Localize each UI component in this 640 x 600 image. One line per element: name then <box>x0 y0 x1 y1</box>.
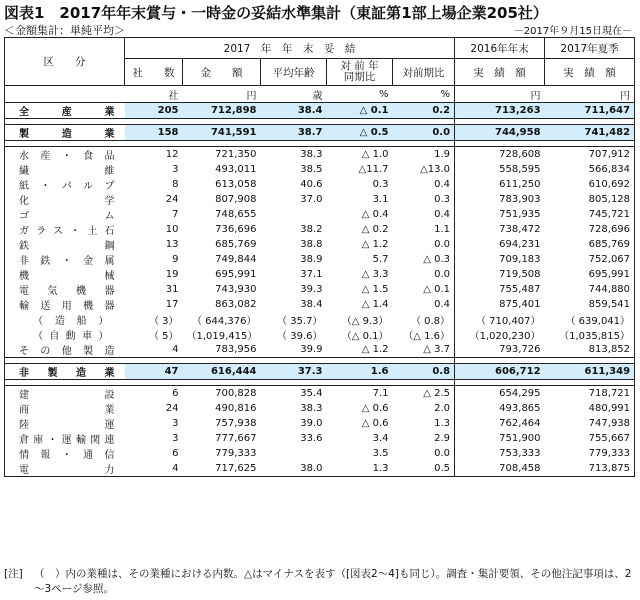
amount-cell: 721,350 <box>183 147 261 163</box>
yoy-rate-cell: △ 3.7 <box>393 342 455 358</box>
table-row <box>5 103 635 119</box>
actual-summer-cell: 752,067 <box>545 252 635 267</box>
actual-2016-cell: 654,295 <box>455 386 545 402</box>
table-row <box>5 237 635 252</box>
amount-cell: 777,667 <box>215 433 257 444</box>
companies-cell: 9 <box>172 254 179 265</box>
yoy-amount-cell: △ 3.3 <box>361 269 389 280</box>
row-category: 電力 <box>5 461 125 477</box>
actual-summer-cell: （ 639,041） <box>545 312 635 327</box>
yoy-amount-cell: △ 1.0 <box>327 147 393 163</box>
actual-2016-cell: 606,712 <box>455 364 545 380</box>
actual-2016-cell: 611,250 <box>455 177 545 192</box>
row-category: 情報・通信 <box>5 446 125 461</box>
row-category: 全 産 業 <box>5 103 125 119</box>
table-row <box>5 147 635 163</box>
actual-2016-cell: （ 710,407） <box>455 312 545 327</box>
actual-2016-cell: 783,903 <box>455 192 545 207</box>
table-row <box>5 297 635 312</box>
header-group-2017: 2017 年 年 末 妥 結 <box>125 38 455 59</box>
actual-summer-cell: 611,349 <box>545 364 635 380</box>
header-yoy-amount: 対 前 年 同期比 <box>327 59 393 86</box>
amount-cell: 712,898 <box>183 103 261 119</box>
unit-label: 歳 <box>312 90 323 102</box>
yoy-rate-cell: 0.5 <box>393 461 455 477</box>
yoy-rate-cell: 0.3 <box>393 192 455 207</box>
avg-age-cell: 38.2 <box>300 224 323 235</box>
avg-age-cell: 39.3 <box>300 284 323 295</box>
row-category: 水産・食品 <box>5 147 125 163</box>
yoy-amount-cell: △ 0.6 <box>361 418 389 429</box>
unit-label: 円 <box>455 86 545 103</box>
companies-cell: 7 <box>172 209 179 220</box>
companies-cell: 31 <box>165 284 179 295</box>
actual-summer-cell: 728,696 <box>545 222 635 237</box>
yoy-rate-cell: 1.1 <box>393 222 455 237</box>
amount-cell: 493,011 <box>215 164 257 175</box>
companies-cell: 19 <box>165 269 179 280</box>
header-category: 区 分 <box>5 38 125 86</box>
yoy-rate-cell: 0.4 <box>393 207 455 222</box>
amount-cell: 748,655 <box>215 209 257 220</box>
avg-age-cell: 38.3 <box>261 147 327 163</box>
table-row <box>5 386 635 402</box>
avg-age-cell: 39.9 <box>261 342 327 358</box>
yoy-amount-cell: △ 1.5 <box>361 284 389 295</box>
table-row <box>5 177 635 192</box>
row-category: 非 製 造 業 <box>5 364 125 380</box>
actual-2016-cell: 751,900 <box>455 431 545 446</box>
actual-summer-cell: 744,880 <box>545 282 635 297</box>
bonus-table <box>4 37 635 477</box>
yoy-rate-cell: （ 0.8） <box>393 312 455 327</box>
yoy-rate-cell: 2.0 <box>393 401 455 416</box>
actual-2016-cell: 709,183 <box>455 252 545 267</box>
row-category: 機械 <box>5 267 125 282</box>
yoy-rate-cell: 1.3 <box>393 416 455 431</box>
companies-cell: （ 5） <box>148 331 179 342</box>
actual-2016-cell: 755,487 <box>455 282 545 297</box>
row-category: 商業 <box>5 401 125 416</box>
actual-summer-cell: 741,482 <box>545 125 635 141</box>
as-of-date: －2017年９月15日現在－ <box>513 26 632 37</box>
yoy-rate-cell: △ 0.3 <box>393 252 455 267</box>
companies-cell: 205 <box>125 103 183 119</box>
row-category: 輸送用機器 <box>5 297 125 312</box>
amount-cell: 616,444 <box>183 364 261 380</box>
amount-cell: 741,591 <box>183 125 261 141</box>
avg-age-cell: 39.0 <box>300 418 323 429</box>
yoy-amount-cell: 1.3 <box>327 461 393 477</box>
units-row <box>5 86 635 103</box>
unit-label: 円 <box>545 86 635 103</box>
actual-summer-cell: 805,128 <box>545 192 635 207</box>
table-row <box>5 312 635 327</box>
actual-2016-cell: 558,595 <box>455 162 545 177</box>
avg-age-cell: 33.6 <box>300 433 323 444</box>
yoy-amount-cell: 7.1 <box>327 386 393 402</box>
yoy-amount-cell: △ 0.1 <box>327 103 393 119</box>
yoy-rate-cell: △ 0.1 <box>393 282 455 297</box>
unit-label: % <box>393 86 455 103</box>
yoy-rate-cell: 0.4 <box>393 297 455 312</box>
table-body <box>5 86 635 477</box>
companies-cell: 47 <box>125 364 183 380</box>
companies-cell: 12 <box>125 147 183 163</box>
amount-cell: 749,844 <box>215 254 257 265</box>
row-category: その他製造 <box>5 342 125 358</box>
actual-summer-cell: 707,912 <box>545 147 635 163</box>
row-category: （自動車） <box>5 327 125 342</box>
avg-age-cell: 37.1 <box>300 269 323 280</box>
avg-age-cell: 37.3 <box>261 364 327 380</box>
yoy-rate-cell: 0.2 <box>393 103 455 119</box>
amount-cell: 779,333 <box>215 448 257 459</box>
row-category: 鉄鋼 <box>5 237 125 252</box>
row-category: 電気機器 <box>5 282 125 297</box>
row-category: 建設 <box>5 386 125 402</box>
table-row <box>5 446 635 461</box>
header-actual-2016: 実 績 額 <box>455 59 545 86</box>
table-row <box>5 162 635 177</box>
table-row <box>5 342 635 358</box>
amount-cell: 613,058 <box>215 179 257 190</box>
actual-2016-cell: 719,508 <box>455 267 545 282</box>
actual-2016-cell: 738,472 <box>455 222 545 237</box>
row-category: 陸運 <box>5 416 125 431</box>
yoy-rate-cell: 0.4 <box>393 177 455 192</box>
companies-cell: 10 <box>165 224 179 235</box>
amount-cell: 695,991 <box>215 269 257 280</box>
actual-2016-cell: 753,333 <box>455 446 545 461</box>
companies-cell: 8 <box>172 179 179 190</box>
table-row <box>5 282 635 297</box>
table-row <box>5 252 635 267</box>
yoy-rate-cell: 2.9 <box>393 431 455 446</box>
yoy-amount-cell: 3.4 <box>372 433 389 444</box>
header-2016-year-end: 2016年年末 <box>455 38 545 59</box>
companies-cell: 4 <box>125 342 183 358</box>
table-row <box>5 431 635 446</box>
yoy-amount-cell: △ 1.2 <box>361 239 389 250</box>
amount-cell: 807,908 <box>215 194 257 205</box>
companies-cell: 17 <box>165 299 179 310</box>
unit-label: 円 <box>246 90 257 102</box>
companies-cell: 24 <box>165 194 179 205</box>
header-amount: 金 額 <box>183 59 261 86</box>
actual-2016-cell: 713,263 <box>455 103 545 119</box>
amount-cell: 490,816 <box>215 403 257 414</box>
companies-cell: 13 <box>165 239 179 250</box>
table-row <box>5 416 635 431</box>
yoy-amount-cell: 0.3 <box>372 179 389 190</box>
header-actual-summer: 実 績 額 <box>545 59 635 86</box>
footnote-label: [注] <box>4 568 23 580</box>
yoy-amount-cell: △11.7 <box>358 164 389 175</box>
avg-age-cell: （ 39.6） <box>277 331 323 342</box>
actual-summer-cell: 480,991 <box>545 401 635 416</box>
row-category: ゴム <box>5 207 125 222</box>
table-row <box>5 364 635 380</box>
companies-cell: 6 <box>125 386 183 402</box>
header-yoy-rate: 対前期比 <box>393 59 455 86</box>
yoy-rate-cell: 0.8 <box>393 364 455 380</box>
header-avg-age: 平均年齢 <box>261 59 327 86</box>
row-category: 紙・パルプ <box>5 177 125 192</box>
companies-cell: 24 <box>165 403 179 414</box>
yoy-amount-cell: △ 1.4 <box>361 299 389 310</box>
avg-age-cell: 38.4 <box>261 103 327 119</box>
avg-age-cell: 38.5 <box>300 164 323 175</box>
actual-summer-cell: 859,541 <box>545 297 635 312</box>
companies-cell: （ 3） <box>148 316 179 327</box>
yoy-amount-cell: △ 0.4 <box>361 209 389 220</box>
footnote-text: （ ）内の業種は、その業種における内数。△はマイナスを表す（[図表2～4]も同じ）。調査・集計要領、その他注記事項は、2～3ページ参照。 <box>34 568 632 595</box>
avg-age-cell: 37.0 <box>300 194 323 205</box>
yoy-amount-cell: 1.6 <box>327 364 393 380</box>
actual-summer-cell: 566,834 <box>545 162 635 177</box>
yoy-rate-cell: 0.0 <box>393 446 455 461</box>
companies-cell: 6 <box>172 448 179 459</box>
actual-summer-cell: 718,721 <box>545 386 635 402</box>
actual-summer-cell: 610,692 <box>545 177 635 192</box>
actual-summer-cell: 713,875 <box>545 461 635 477</box>
actual-summer-cell: 813,852 <box>545 342 635 358</box>
yoy-rate-cell: 1.9 <box>393 147 455 163</box>
yoy-amount-cell: △ 0.2 <box>361 224 389 235</box>
unit-label: 社 <box>168 90 179 102</box>
amount-cell: 736,696 <box>215 224 257 235</box>
actual-summer-cell: 779,333 <box>545 446 635 461</box>
yoy-rate-cell: 0.0 <box>393 267 455 282</box>
table-row <box>5 401 635 416</box>
actual-summer-cell: 745,721 <box>545 207 635 222</box>
amount-cell: 685,769 <box>215 239 257 250</box>
row-category: 化学 <box>5 192 125 207</box>
header-2017-summer: 2017年夏季 <box>545 38 635 59</box>
companies-cell: 3 <box>172 418 179 429</box>
companies-cell: 3 <box>172 164 179 175</box>
amount-cell: 717,625 <box>183 461 261 477</box>
avg-age-cell: 35.4 <box>261 386 327 402</box>
yoy-amount-cell: △ 1.2 <box>327 342 393 358</box>
actual-2016-cell: 751,935 <box>455 207 545 222</box>
table-row <box>5 192 635 207</box>
amount-cell: 757,938 <box>215 418 257 429</box>
yoy-rate-cell: （△ 1.6） <box>393 327 455 342</box>
table-row <box>5 222 635 237</box>
companies-cell: 4 <box>125 461 183 477</box>
row-category: 倉庫・運輸関連 <box>5 431 125 446</box>
avg-age-cell <box>261 446 327 461</box>
companies-cell: 158 <box>125 125 183 141</box>
actual-summer-cell: （1,035,815） <box>545 327 635 342</box>
yoy-amount-cell: 5.7 <box>372 254 389 265</box>
actual-2016-cell: 793,726 <box>455 342 545 358</box>
table-row <box>5 461 635 477</box>
actual-summer-cell: 755,667 <box>545 431 635 446</box>
avg-age-cell: 38.8 <box>300 239 323 250</box>
actual-2016-cell: 694,231 <box>455 237 545 252</box>
avg-age-cell: 40.6 <box>300 179 323 190</box>
avg-age-cell: 38.0 <box>261 461 327 477</box>
row-category: 非鉄・金属 <box>5 252 125 267</box>
yoy-amount-cell: 3.5 <box>372 448 389 459</box>
actual-2016-cell: 744,958 <box>455 125 545 141</box>
amount-cell: （1,019,415） <box>186 331 258 342</box>
figure-title: 図表1 2017年年末賞与・一時金の妥結水準集計（東証第1部上場企業205社） <box>4 4 548 22</box>
yoy-rate-cell: △ 2.5 <box>393 386 455 402</box>
yoy-amount-cell: △ 0.6 <box>361 403 389 414</box>
avg-age-cell: 38.9 <box>300 254 323 265</box>
row-category: （造船） <box>5 312 125 327</box>
avg-age-cell: 38.7 <box>261 125 327 141</box>
avg-age-cell: 38.3 <box>300 403 323 414</box>
companies-cell: 3 <box>172 433 179 444</box>
yoy-rate-cell: △13.0 <box>393 162 455 177</box>
amount-cell: 863,082 <box>215 299 257 310</box>
header-companies: 社 数 <box>125 59 183 86</box>
footnote <box>4 567 634 597</box>
actual-2016-cell: 728,608 <box>455 147 545 163</box>
actual-2016-cell: 493,865 <box>455 401 545 416</box>
actual-summer-cell: 747,938 <box>545 416 635 431</box>
avg-age-cell: （ 35.7） <box>277 316 323 327</box>
yoy-rate-cell: 0.0 <box>393 125 455 141</box>
actual-2016-cell: 875,401 <box>455 297 545 312</box>
amount-cell: （ 644,376） <box>191 316 257 327</box>
table-row <box>5 125 635 141</box>
table-row <box>5 327 635 342</box>
actual-summer-cell: 685,769 <box>545 237 635 252</box>
amount-cell: 700,828 <box>183 386 261 402</box>
amount-cell: 743,930 <box>215 284 257 295</box>
yoy-amount-cell: （△ 9.3） <box>341 316 389 327</box>
actual-summer-cell: 695,991 <box>545 267 635 282</box>
yoy-rate-cell: 0.0 <box>393 237 455 252</box>
row-category: 製 造 業 <box>5 125 125 141</box>
table-row <box>5 207 635 222</box>
unit-label: % <box>378 88 389 100</box>
avg-age-cell <box>261 207 327 222</box>
amount-cell: 783,956 <box>183 342 261 358</box>
aggregation-method: ＜金額集計：単純平均＞ <box>4 24 125 37</box>
yoy-amount-cell: 3.1 <box>372 194 389 205</box>
actual-2016-cell: 708,458 <box>455 461 545 477</box>
yoy-amount-cell: （△ 0.1） <box>341 331 389 342</box>
table-row <box>5 267 635 282</box>
row-category: 繊維 <box>5 162 125 177</box>
yoy-amount-cell: △ 0.5 <box>327 125 393 141</box>
actual-summer-cell: 711,647 <box>545 103 635 119</box>
actual-2016-cell: 762,464 <box>455 416 545 431</box>
avg-age-cell: 38.4 <box>300 299 323 310</box>
row-category: ガラス・土石 <box>5 222 125 237</box>
actual-2016-cell: （1,020,230） <box>455 327 545 342</box>
